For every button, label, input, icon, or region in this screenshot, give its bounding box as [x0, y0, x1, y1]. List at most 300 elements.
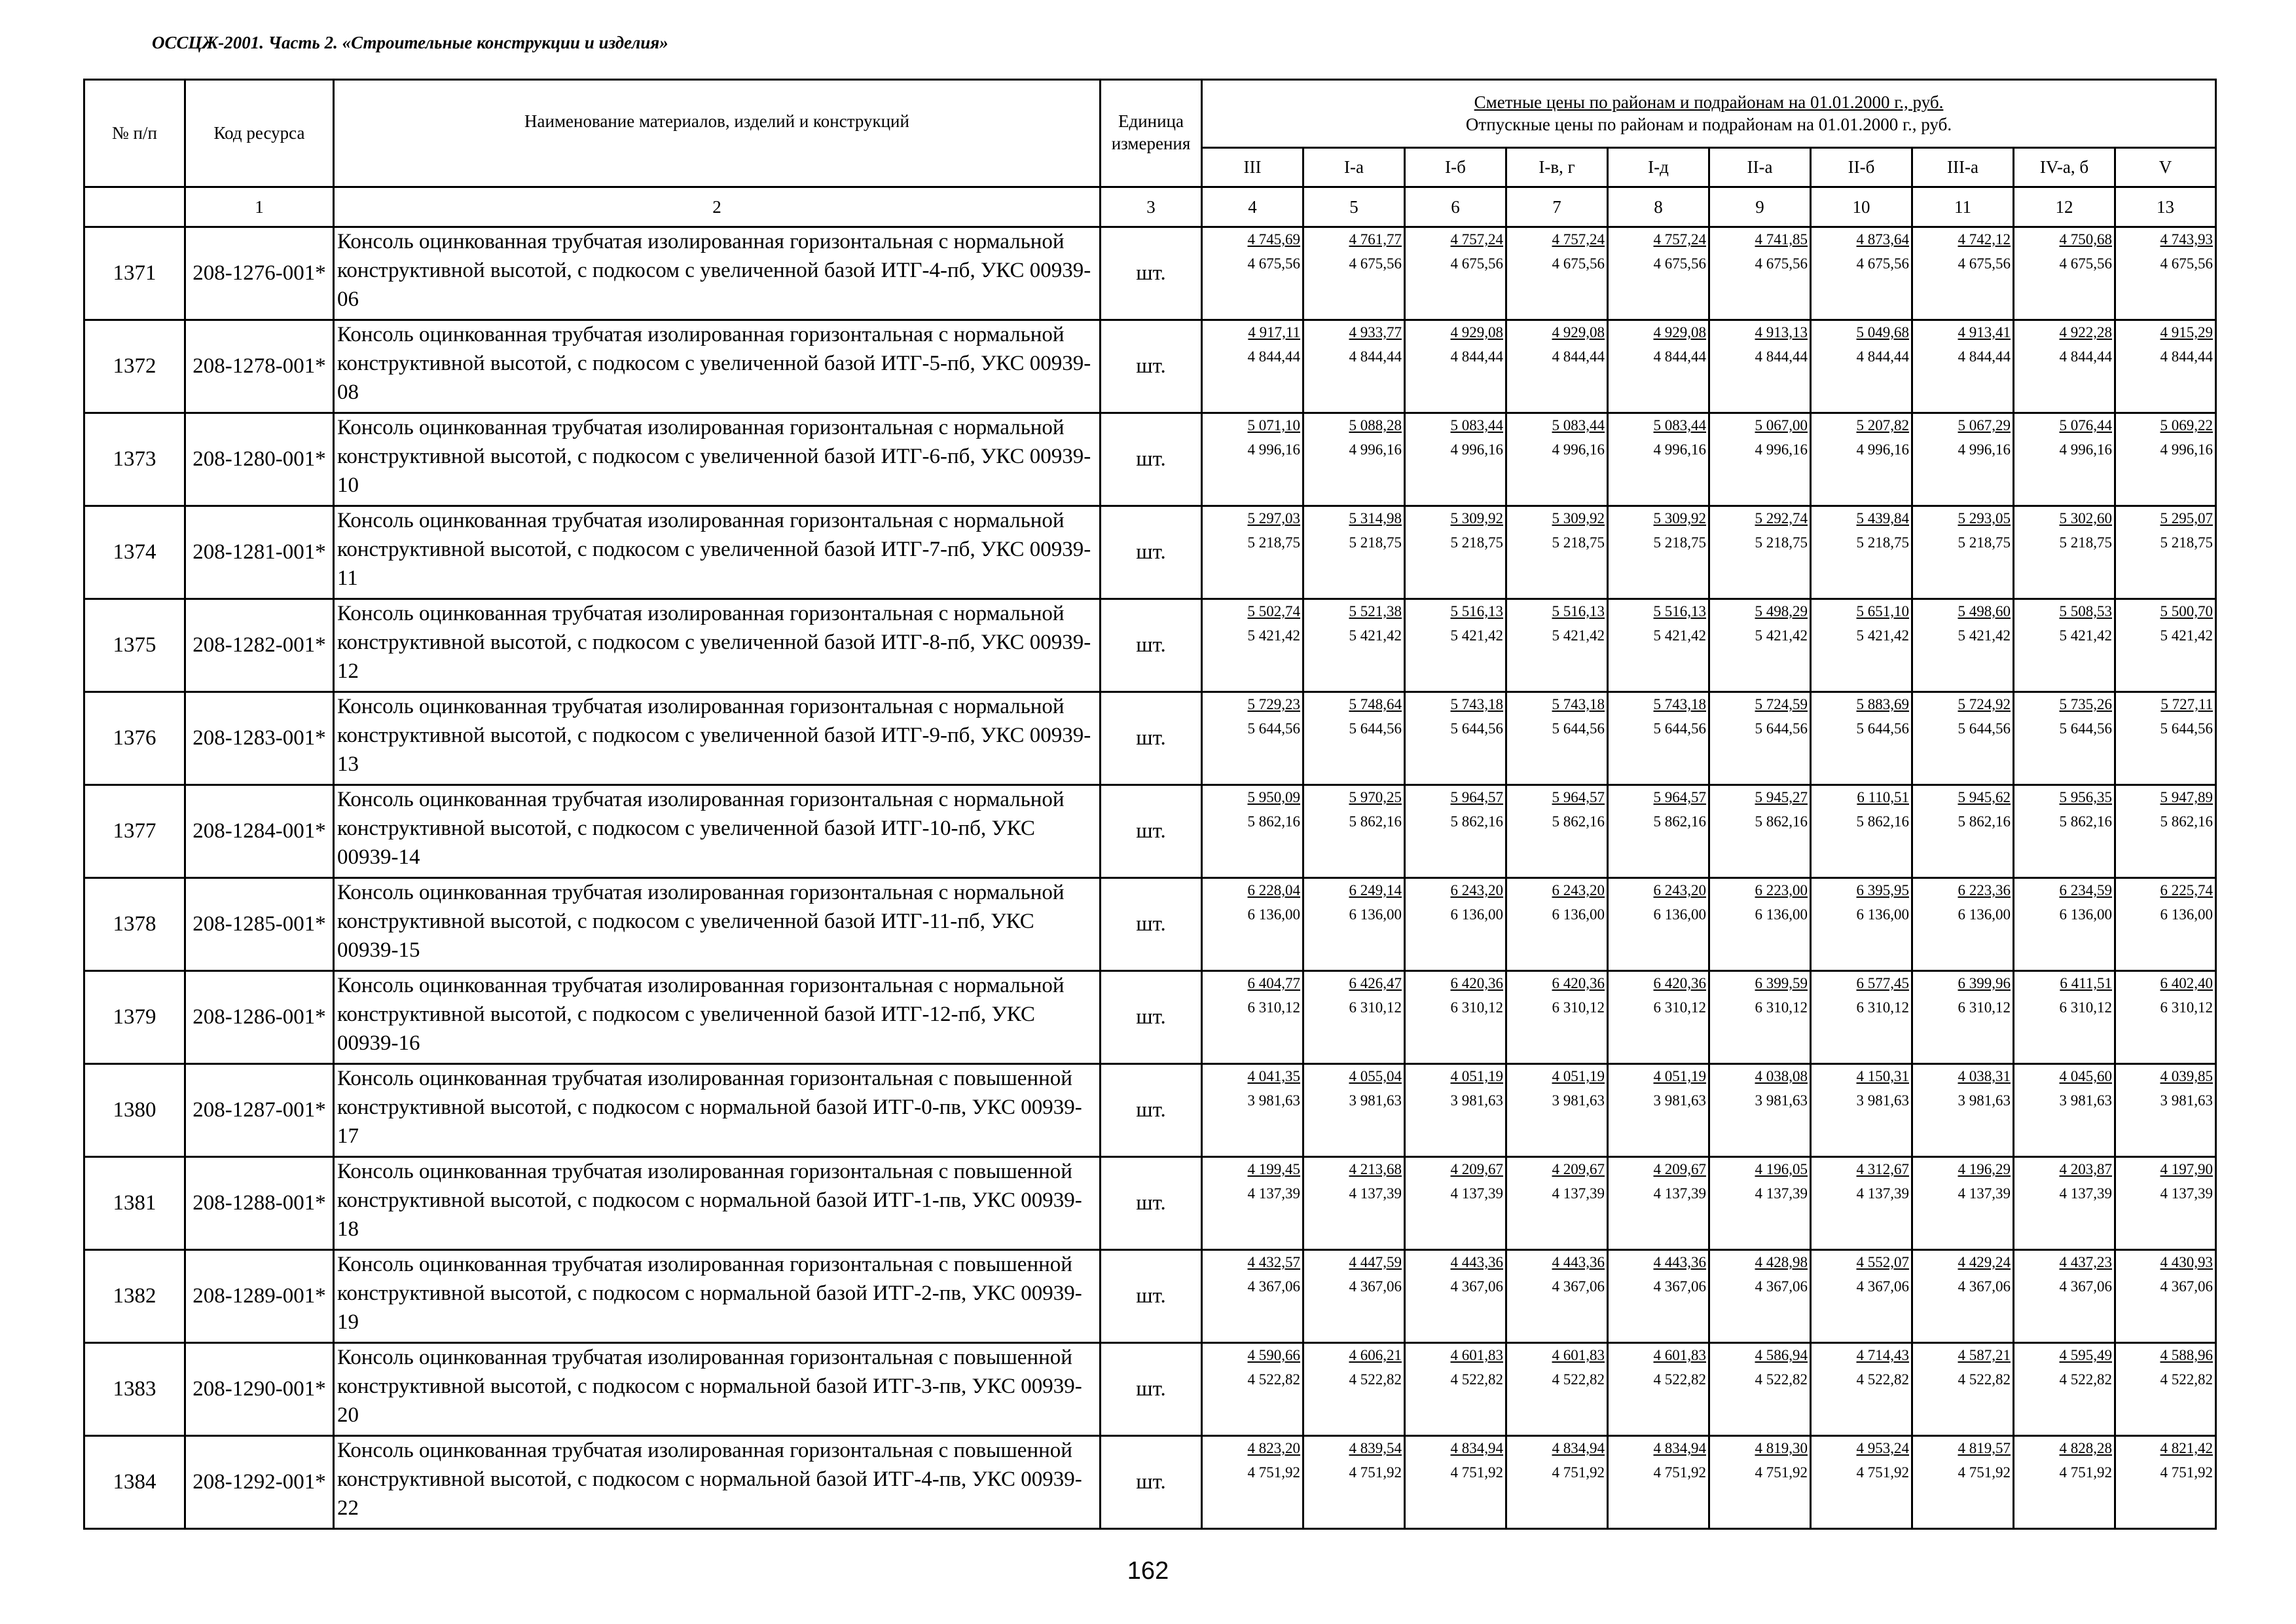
release-price: 5 644,56: [2059, 720, 2112, 737]
estimated-price: 4 821,42: [2160, 1440, 2213, 1456]
unit-of-measure: шт.: [1101, 692, 1202, 785]
release-price: 6 310,12: [1552, 999, 1605, 1016]
estimated-price: 6 420,36: [1552, 975, 1605, 991]
price-table: [83, 79, 2217, 1530]
release-price: 5 421,42: [1552, 627, 1605, 644]
estimated-price: 4 038,08: [1755, 1068, 1808, 1084]
price-cell: [1709, 971, 1811, 1064]
release-price: 5 644,56: [1958, 720, 2011, 737]
release-price: 6 136,00: [1552, 906, 1605, 923]
release-price: 4 367,06: [1653, 1278, 1706, 1295]
col-header-name: Наименование материалов, изделий и конструкций: [334, 80, 1101, 187]
estimated-price: 5 069,22: [2160, 417, 2213, 434]
resource-code: 208-1290-001*: [185, 1343, 334, 1436]
resource-code: 208-1288-001*: [185, 1157, 334, 1250]
release-price: 5 862,16: [1247, 813, 1300, 830]
table-row: [84, 878, 2216, 971]
release-price: 4 522,82: [1552, 1371, 1605, 1388]
table-row: [84, 413, 2216, 506]
price-cell: [1405, 1436, 1506, 1529]
release-price: 3 981,63: [1856, 1092, 1909, 1109]
estimated-price: 6 402,40: [2160, 975, 2213, 991]
price-cell: [1202, 1250, 1303, 1343]
estimated-price: 5 498,29: [1755, 603, 1808, 619]
release-price: 4 996,16: [1450, 441, 1503, 458]
region-header: II-a: [1709, 148, 1811, 187]
price-cell: [1608, 1157, 1709, 1250]
price-cell: [1608, 1436, 1709, 1529]
estimated-price: 5 729,23: [1247, 696, 1300, 712]
price-cell: [2014, 785, 2115, 878]
release-price: 3 981,63: [1958, 1092, 2011, 1109]
release-price: 4 844,44: [1247, 348, 1300, 365]
price-cell: [2014, 1343, 2115, 1436]
price-cell: [1608, 1250, 1709, 1343]
price-cell: [1303, 506, 1405, 599]
item-name: Консоль оцинкованная трубчатая изолированная горизонтальная с нормальной конструктивной высотой, с подкосом с увеличенной базой ИТГ-8-пб, УКС 00939-12: [334, 599, 1101, 692]
price-cell: [1202, 506, 1303, 599]
release-price: 6 310,12: [1450, 999, 1503, 1016]
release-price: 4 367,06: [1856, 1278, 1909, 1295]
estimated-price: 5 500,70: [2160, 603, 2213, 619]
item-name: Консоль оцинкованная трубчатая изолированная горизонтальная с нормальной конструктивной высотой, с подкосом с увеличенной базой ИТГ-6-пб, УКС 00939-10: [334, 413, 1101, 506]
price-cell: [1506, 320, 1608, 413]
estimated-price: 4 051,19: [1552, 1068, 1605, 1084]
price-cell: [1608, 320, 1709, 413]
price-cell: [1303, 227, 1405, 320]
release-price: 3 981,63: [1450, 1092, 1503, 1109]
release-price: 4 996,16: [1856, 441, 1909, 458]
estimated-price: 6 420,36: [1653, 975, 1706, 991]
price-cell: [1608, 599, 1709, 692]
price-cell: [1811, 1250, 1912, 1343]
item-name: Консоль оцинкованная трубчатая изолированная горизонтальная с нормальной конструктивной высотой, с подкосом с увеличенной базой ИТГ-9-пб, УКС 00939-13: [334, 692, 1101, 785]
estimated-price: 5 516,13: [1653, 603, 1706, 619]
release-price: 6 136,00: [1247, 906, 1300, 923]
price-cell: [1811, 1064, 1912, 1157]
price-cell: [1303, 878, 1405, 971]
estimated-price: 5 945,62: [1958, 789, 2011, 805]
unit-of-measure: шт.: [1101, 320, 1202, 413]
estimated-price: 5 508,53: [2059, 603, 2112, 619]
release-price: 5 218,75: [1958, 534, 2011, 551]
release-price: 5 421,42: [1450, 627, 1503, 644]
release-price: 4 522,82: [1755, 1371, 1808, 1388]
price-cell: [1303, 1157, 1405, 1250]
price-cell: [2014, 692, 2115, 785]
release-price: 5 644,56: [1653, 720, 1706, 737]
release-price: 4 751,92: [1349, 1464, 1402, 1481]
release-price: 4 996,16: [1247, 441, 1300, 458]
estimated-price: 6 243,20: [1552, 882, 1605, 898]
release-price: 4 751,92: [2160, 1464, 2213, 1481]
price-cell: [2115, 320, 2216, 413]
row-number: 1380: [84, 1064, 185, 1157]
estimated-price: 5 743,18: [1653, 696, 1706, 712]
estimated-prices-title: Сметные цены по районам и подрайонам на 01.01.2000 г., руб.: [1474, 92, 1944, 112]
release-price: 4 675,56: [2160, 255, 2213, 272]
column-number-row: [84, 187, 2216, 227]
estimated-price: 4 552,07: [1856, 1254, 1909, 1270]
estimated-price: 4 915,29: [2160, 324, 2213, 341]
estimated-price: 6 225,74: [2160, 882, 2213, 898]
estimated-price: 4 913,41: [1958, 324, 2011, 341]
region-header: III-a: [1912, 148, 2014, 187]
estimated-price: 4 741,85: [1755, 231, 1808, 248]
price-cell: [1405, 785, 1506, 878]
table-row: [84, 1157, 2216, 1250]
release-price: 4 675,56: [1450, 255, 1503, 272]
row-number: 1375: [84, 599, 185, 692]
price-cell: [1811, 599, 1912, 692]
release-price: 3 981,63: [1552, 1092, 1605, 1109]
release-price: 3 981,63: [2160, 1092, 2213, 1109]
estimated-price: 4 586,94: [1755, 1347, 1808, 1363]
price-cell: [1709, 1436, 1811, 1529]
price-cell: [1912, 692, 2014, 785]
release-price: 4 675,56: [1653, 255, 1706, 272]
price-cell: [2115, 878, 2216, 971]
estimated-price: 5 297,03: [1247, 510, 1300, 526]
release-price: 4 367,06: [2059, 1278, 2112, 1295]
release-price: 4 522,82: [1856, 1371, 1909, 1388]
release-price: 6 136,00: [1653, 906, 1706, 923]
release-price: 6 310,12: [1958, 999, 2011, 1016]
release-price: 4 522,82: [2160, 1371, 2213, 1388]
release-price: 5 644,56: [1349, 720, 1402, 737]
price-cell: [1811, 692, 1912, 785]
price-cell: [1811, 506, 1912, 599]
region-header: I-б: [1405, 148, 1506, 187]
release-price: 4 751,92: [1958, 1464, 2011, 1481]
estimated-price: 4 929,08: [1552, 324, 1605, 341]
estimated-price: 4 443,36: [1653, 1254, 1706, 1270]
price-cell: [1709, 1064, 1811, 1157]
column-number: 4: [1202, 187, 1303, 227]
estimated-price: 4 601,83: [1450, 1347, 1503, 1363]
price-cell: [1811, 1157, 1912, 1250]
region-header: I-a: [1303, 148, 1405, 187]
release-price: 5 644,56: [2160, 720, 2213, 737]
estimated-price: 4 213,68: [1349, 1161, 1402, 1177]
estimated-price: 4 447,59: [1349, 1254, 1402, 1270]
row-number: 1377: [84, 785, 185, 878]
estimated-price: 4 209,67: [1450, 1161, 1503, 1177]
estimated-price: 5 964,57: [1450, 789, 1503, 805]
column-number: 6: [1405, 187, 1506, 227]
price-cell: [2115, 1157, 2216, 1250]
estimated-price: 4 745,69: [1247, 231, 1300, 248]
release-price: 5 644,56: [1856, 720, 1909, 737]
region-header: III: [1202, 148, 1303, 187]
price-cell: [1506, 692, 1608, 785]
release-price: 4 751,92: [1552, 1464, 1605, 1481]
release-price: 5 862,16: [2059, 813, 2112, 830]
estimated-price: 5 516,13: [1450, 603, 1503, 619]
column-number: 10: [1811, 187, 1912, 227]
estimated-price: 4 757,24: [1552, 231, 1605, 248]
column-number: 12: [2014, 187, 2115, 227]
price-cell: [2014, 506, 2115, 599]
price-cell: [1608, 692, 1709, 785]
price-cell: [2115, 1250, 2216, 1343]
estimated-price: 5 950,09: [1247, 789, 1300, 805]
release-price: 4 675,56: [1755, 255, 1808, 272]
price-cell: [1303, 692, 1405, 785]
estimated-price: 5 498,60: [1958, 603, 2011, 619]
price-cell: [1912, 1064, 2014, 1157]
price-cell: [1405, 320, 1506, 413]
price-cell: [1811, 1343, 1912, 1436]
price-cell: [1506, 878, 1608, 971]
price-cell: [1506, 1436, 1608, 1529]
price-group-header: [1202, 80, 2216, 148]
price-cell: [1202, 320, 1303, 413]
price-cell: [1709, 1250, 1811, 1343]
price-cell: [2014, 1250, 2115, 1343]
release-price: 4 675,56: [1247, 255, 1300, 272]
price-cell: [1506, 1157, 1608, 1250]
price-cell: [1912, 506, 2014, 599]
estimated-price: 6 395,95: [1856, 882, 1909, 898]
price-cell: [1608, 1064, 1709, 1157]
estimated-price: 5 516,13: [1552, 603, 1605, 619]
release-price: 5 421,42: [1653, 627, 1706, 644]
release-price: 5 421,42: [1856, 627, 1909, 644]
unit-of-measure: шт.: [1101, 413, 1202, 506]
region-header: I-в, г: [1506, 148, 1608, 187]
column-number: 3: [1101, 187, 1202, 227]
estimated-price: 4 199,45: [1247, 1161, 1300, 1177]
release-price: 5 862,16: [2160, 813, 2213, 830]
price-cell: [1303, 1436, 1405, 1529]
price-cell: [1405, 1064, 1506, 1157]
item-name: Консоль оцинкованная трубчатая изолированная горизонтальная с повышенной конструктивной высотой, с подкосом с нормальной базой ИТГ-1-пв, УКС 00939-18: [334, 1157, 1101, 1250]
row-number: 1374: [84, 506, 185, 599]
row-number: 1373: [84, 413, 185, 506]
row-number: 1371: [84, 227, 185, 320]
price-cell: [2115, 1436, 2216, 1529]
price-cell: [1202, 599, 1303, 692]
release-price: 5 218,75: [1856, 534, 1909, 551]
release-price: 3 981,63: [1755, 1092, 1808, 1109]
row-number: 1378: [84, 878, 185, 971]
release-price: 4 675,56: [2059, 255, 2112, 272]
release-price: 4 137,39: [1755, 1185, 1808, 1202]
release-price: 4 137,39: [1856, 1185, 1909, 1202]
item-name: Консоль оцинкованная трубчатая изолированная горизонтальная с повышенной конструктивной высотой, с подкосом с нормальной базой ИТГ-0-пв, УКС 00939-17: [334, 1064, 1101, 1157]
unit-of-measure: шт.: [1101, 1250, 1202, 1343]
estimated-price: 4 443,36: [1450, 1254, 1503, 1270]
price-cell: [1709, 506, 1811, 599]
estimated-price: 4 196,05: [1755, 1161, 1808, 1177]
estimated-price: 4 933,77: [1349, 324, 1402, 341]
release-price: 4 996,16: [1958, 441, 2011, 458]
price-cell: [1506, 599, 1608, 692]
estimated-price: 4 045,60: [2059, 1068, 2112, 1084]
estimated-price: 5 309,92: [1552, 510, 1605, 526]
table-row: [84, 971, 2216, 1064]
price-cell: [1202, 878, 1303, 971]
column-number: 8: [1608, 187, 1709, 227]
estimated-price: 4 430,93: [2160, 1254, 2213, 1270]
estimated-price: 4 039,85: [2160, 1068, 2213, 1084]
price-cell: [1608, 1343, 1709, 1436]
estimated-price: 6 411,51: [2060, 975, 2112, 991]
resource-code: 208-1287-001*: [185, 1064, 334, 1157]
table-row: [84, 320, 2216, 413]
estimated-price: 4 834,94: [1450, 1440, 1503, 1456]
price-cell: [1912, 1250, 2014, 1343]
price-cell: [2115, 1064, 2216, 1157]
resource-code: 208-1276-001*: [185, 227, 334, 320]
release-price: 6 310,12: [2059, 999, 2112, 1016]
price-cell: [1912, 413, 2014, 506]
column-number: 5: [1303, 187, 1405, 227]
price-cell: [1709, 227, 1811, 320]
table-row: [84, 1436, 2216, 1529]
estimated-price: 4 953,24: [1856, 1440, 1909, 1456]
price-cell: [1202, 1064, 1303, 1157]
estimated-price: 5 302,60: [2059, 510, 2112, 526]
column-number-blank: [84, 187, 185, 227]
price-cell: [2115, 506, 2216, 599]
estimated-price: 6 399,59: [1755, 975, 1808, 991]
price-cell: [2014, 413, 2115, 506]
column-number: 7: [1506, 187, 1608, 227]
estimated-price: 5 956,35: [2059, 789, 2112, 805]
estimated-price: 4 761,77: [1349, 231, 1402, 248]
release-price: 4 367,06: [1958, 1278, 2011, 1295]
price-cell: [2115, 413, 2216, 506]
release-price: 5 218,75: [1450, 534, 1503, 551]
col-header-unit: Единица измерения: [1101, 80, 1202, 187]
estimated-price: 5 067,00: [1755, 417, 1808, 434]
price-cell: [1912, 599, 2014, 692]
price-cell: [1405, 506, 1506, 599]
price-cell: [1912, 1343, 2014, 1436]
price-cell: [1709, 785, 1811, 878]
release-price: 5 862,16: [1450, 813, 1503, 830]
release-price: 4 751,92: [1653, 1464, 1706, 1481]
release-price: 5 421,42: [2160, 627, 2213, 644]
release-price: 5 218,75: [1552, 534, 1605, 551]
estimated-price: 4 209,67: [1653, 1161, 1706, 1177]
release-price: 4 675,56: [1856, 255, 1909, 272]
estimated-price: 5 071,10: [1247, 417, 1300, 434]
price-cell: [2115, 227, 2216, 320]
estimated-price: 5 947,89: [2160, 789, 2213, 805]
estimated-price: 4 041,35: [1247, 1068, 1300, 1084]
price-cell: [1405, 878, 1506, 971]
release-price: 5 421,42: [2059, 627, 2112, 644]
release-price: 4 751,92: [1856, 1464, 1909, 1481]
estimated-price: 4 819,57: [1958, 1440, 2011, 1456]
table-row: [84, 692, 2216, 785]
price-cell: [1202, 227, 1303, 320]
unit-of-measure: шт.: [1101, 785, 1202, 878]
item-name: Консоль оцинкованная трубчатая изолированная горизонтальная с нормальной конструктивной высотой, с подкосом с увеличенной базой ИТГ-10-пб, УКС 00939-14: [334, 785, 1101, 878]
estimated-price: 4 601,83: [1552, 1347, 1605, 1363]
estimated-price: 4 197,90: [2160, 1161, 2213, 1177]
release-price: 4 137,39: [1653, 1185, 1706, 1202]
unit-of-measure: шт.: [1101, 1157, 1202, 1250]
row-number: 1382: [84, 1250, 185, 1343]
price-cell: [1608, 878, 1709, 971]
estimated-price: 6 577,45: [1856, 975, 1909, 991]
release-price: 5 218,75: [1247, 534, 1300, 551]
price-cell: [1811, 227, 1912, 320]
estimated-price: 4 432,57: [1247, 1254, 1300, 1270]
resource-code: 208-1280-001*: [185, 413, 334, 506]
unit-of-measure: шт.: [1101, 599, 1202, 692]
price-cell: [1912, 320, 2014, 413]
estimated-price: 6 399,96: [1958, 975, 2011, 991]
price-cell: [1811, 878, 1912, 971]
release-price: 5 862,16: [1958, 813, 2011, 830]
resource-code: 208-1284-001*: [185, 785, 334, 878]
price-cell: [2014, 1436, 2115, 1529]
estimated-price: 5 883,69: [1856, 696, 1909, 712]
release-price: 6 136,00: [1450, 906, 1503, 923]
release-price: 4 367,06: [1247, 1278, 1300, 1295]
release-price: 4 751,92: [1755, 1464, 1808, 1481]
release-price: 5 421,42: [1247, 627, 1300, 644]
item-name: Консоль оцинкованная трубчатая изолированная горизонтальная с повышенной конструктивной высотой, с подкосом с нормальной базой ИТГ-4-пв, УКС 00939-22: [334, 1436, 1101, 1529]
release-price: 4 522,82: [1958, 1371, 2011, 1388]
price-cell: [1405, 971, 1506, 1064]
price-cell: [1303, 971, 1405, 1064]
estimated-price: 4 828,28: [2059, 1440, 2112, 1456]
estimated-price: 4 203,87: [2059, 1161, 2112, 1177]
estimated-price: 4 429,24: [1958, 1254, 2011, 1270]
estimated-price: 5 439,84: [1856, 510, 1909, 526]
release-price: 4 522,82: [1247, 1371, 1300, 1388]
estimated-price: 5 521,38: [1349, 603, 1402, 619]
estimated-price: 4 913,13: [1755, 324, 1808, 341]
release-price: 4 367,06: [1450, 1278, 1503, 1295]
price-cell: [2014, 227, 2115, 320]
row-number: 1384: [84, 1436, 185, 1529]
region-header: V: [2115, 148, 2216, 187]
estimated-price: 5 945,27: [1755, 789, 1808, 805]
release-price: 4 137,39: [1349, 1185, 1402, 1202]
estimated-price: 5 309,92: [1450, 510, 1503, 526]
estimated-price: 5 727,11: [2160, 696, 2213, 712]
estimated-price: 4 922,28: [2059, 324, 2112, 341]
estimated-price: 6 223,36: [1958, 882, 2011, 898]
price-cell: [2014, 1064, 2115, 1157]
release-price: 4 844,44: [1653, 348, 1706, 365]
price-cell: [1303, 785, 1405, 878]
price-cell: [1303, 1250, 1405, 1343]
release-price: 5 644,56: [1247, 720, 1300, 737]
release-price: 5 421,42: [1958, 627, 2011, 644]
table-row: [84, 1064, 2216, 1157]
price-cell: [2014, 1157, 2115, 1250]
price-cell: [1811, 785, 1912, 878]
region-header: II-б: [1811, 148, 1912, 187]
price-cell: [2115, 971, 2216, 1064]
release-price: 5 421,42: [1349, 627, 1402, 644]
price-cell: [1202, 692, 1303, 785]
release-price: 4 996,16: [2059, 441, 2112, 458]
column-number: 9: [1709, 187, 1811, 227]
price-cell: [1405, 599, 1506, 692]
release-price: 4 751,92: [1450, 1464, 1503, 1481]
row-number: 1383: [84, 1343, 185, 1436]
estimated-price: 5 083,44: [1653, 417, 1706, 434]
